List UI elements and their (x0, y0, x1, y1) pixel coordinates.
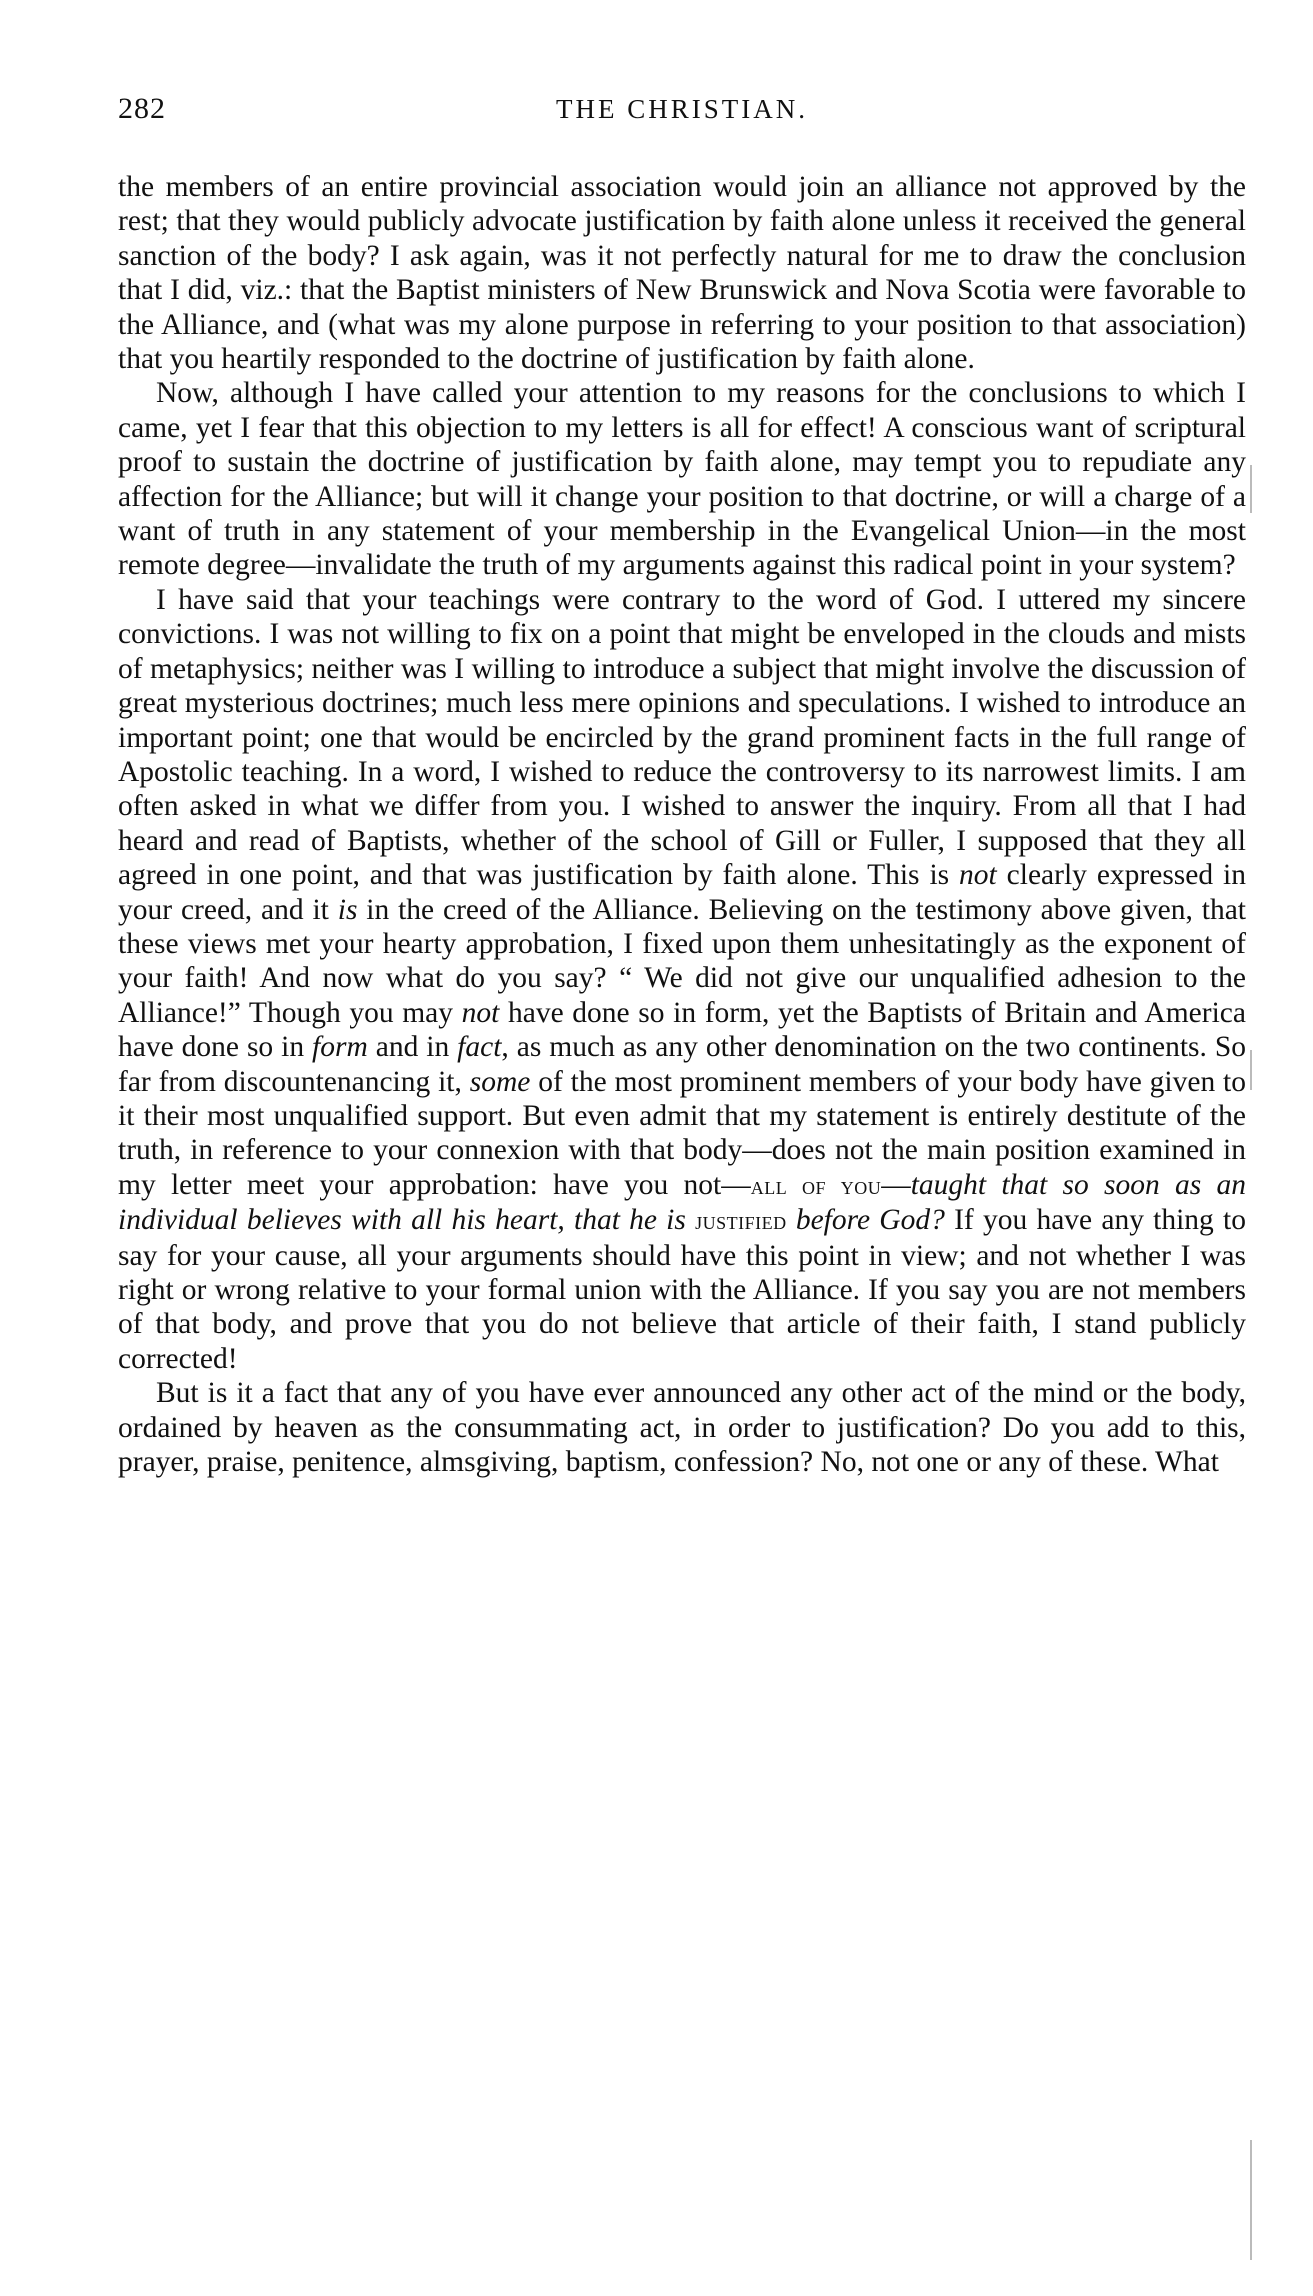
text-run: clearly expressed in your creed, and it (118, 859, 1246, 926)
margin-mark (1250, 1050, 1252, 1090)
page-number: 282 (118, 92, 166, 125)
running-title: THE CHRISTIAN. (556, 94, 808, 124)
italic-text: fact (457, 1031, 502, 1064)
italic-text: before God? (786, 1204, 945, 1237)
small-caps-text: justified (695, 1207, 787, 1236)
text-run: of the most prominent members of your body have given to it their most unqualified support. But even admit that my statement is entirely destitute of the truth, in reference to your connexion with that body—does not the main position examined in my letter meet your approbation: have you not— (118, 1065, 1246, 1201)
italic-text: form (312, 1031, 368, 1064)
paragraph (118, 376, 1246, 582)
body-text (118, 170, 1246, 1479)
page-header (118, 92, 1246, 132)
text-run: the members of an entire provincial association would join an alliance not approved by the rest; that they would publicly advocate justification by faith alone unless it received the general sanction of the body? I ask again, was it not perfectly natural for me to draw the conclusion that I did, viz.: that the Baptist ministers of New Brunswick and Nova Scotia were favorable to the Alliance, and (what was my alone purpose in referring to your position to that association) that you heartily responded to the doctrine of justification by faith alone. (118, 171, 1246, 376)
small-caps-text: all of you (750, 1171, 882, 1200)
text-run: in the creed of the Alliance. Believing on the testimony above given, that these views met your hearty approbation, I fixed upon them unhesitatingly as the exponent of your faith! And now what do you say? “ We did not give our unqualified adhesion to the Alliance!” Though you may (118, 893, 1246, 1029)
italic-text: is (337, 893, 358, 926)
text-run: I have said that your teachings were contrary to the word of God. I uttered my sincere convictions. I was not willing to fix on a point that might be enveloped in the clouds and mists of metaphysics; neither was I willing to introduce a subject that might involve the discussion of great mysterious doctrines; much less mere opinions and speculations. I wished to introduce an important point; one that would be encircled by the grand prominent facts in the full range of Apostolic teaching. In a word, I wished to reduce the controversy to its narrowest limits. I am often asked in what we differ from you. I wished to answer the inquiry. From all that I had heard and read of Baptists, whether of the school of Gill or Fuller, I supposed that they all agreed in one point, and that was justification by faith alone. This is (118, 583, 1246, 892)
italic-text: taught that so soon as an individual believes with all his heart, that he is (118, 1168, 1246, 1237)
text-run: But is it a fact that any of you have ever announced any other act of the mind or the body, ordained by heaven as the consummating act, in order to justification? Do you add to this, prayer, praise, penitence, almsgiving, baptism, confession? No, not one or any of these. What (118, 1377, 1246, 1479)
paragraph (118, 1376, 1246, 1479)
margin-mark (1250, 465, 1252, 513)
text-run: , as much as any other denomination on the two continents. So far from discountenancing it, (118, 1031, 1246, 1098)
text-run: Now, although I have called your attention to my reasons for the conclusions to which I came, yet I fear that this objection to my letters is all for effect! A conscious want of scriptural proof to sustain the doctrine of justification by faith alone, may tempt you to repudiate any affection for the Alliance; but will it change your position to that doctrine, or will a charge of a want of truth in any statement of your membership in the Evangelical Union—in the most remote degree—invalidate the truth of my arguments against this radical point in your system? (118, 377, 1246, 582)
margin-mark (1250, 2140, 1252, 2260)
text-run: have done so in form, yet the Baptists of Britain and America have done so in (118, 996, 1246, 1064)
italic-text: some (469, 1065, 531, 1098)
paragraph (118, 583, 1246, 1376)
text-run: — (881, 1168, 911, 1201)
paragraph (118, 170, 1246, 376)
text-run: If you have any thing to say for your cause, all your arguments should have this point in view; and not whether I was right or wrong relative to your formal union with the Alliance. If you say you are not members of that body, and prove that you do not believe that article of their faith, I stand publicly corrected! (118, 1204, 1246, 1375)
italic-text: not (461, 996, 500, 1029)
text-run: and in (367, 1031, 458, 1064)
italic-text: not (959, 859, 997, 892)
